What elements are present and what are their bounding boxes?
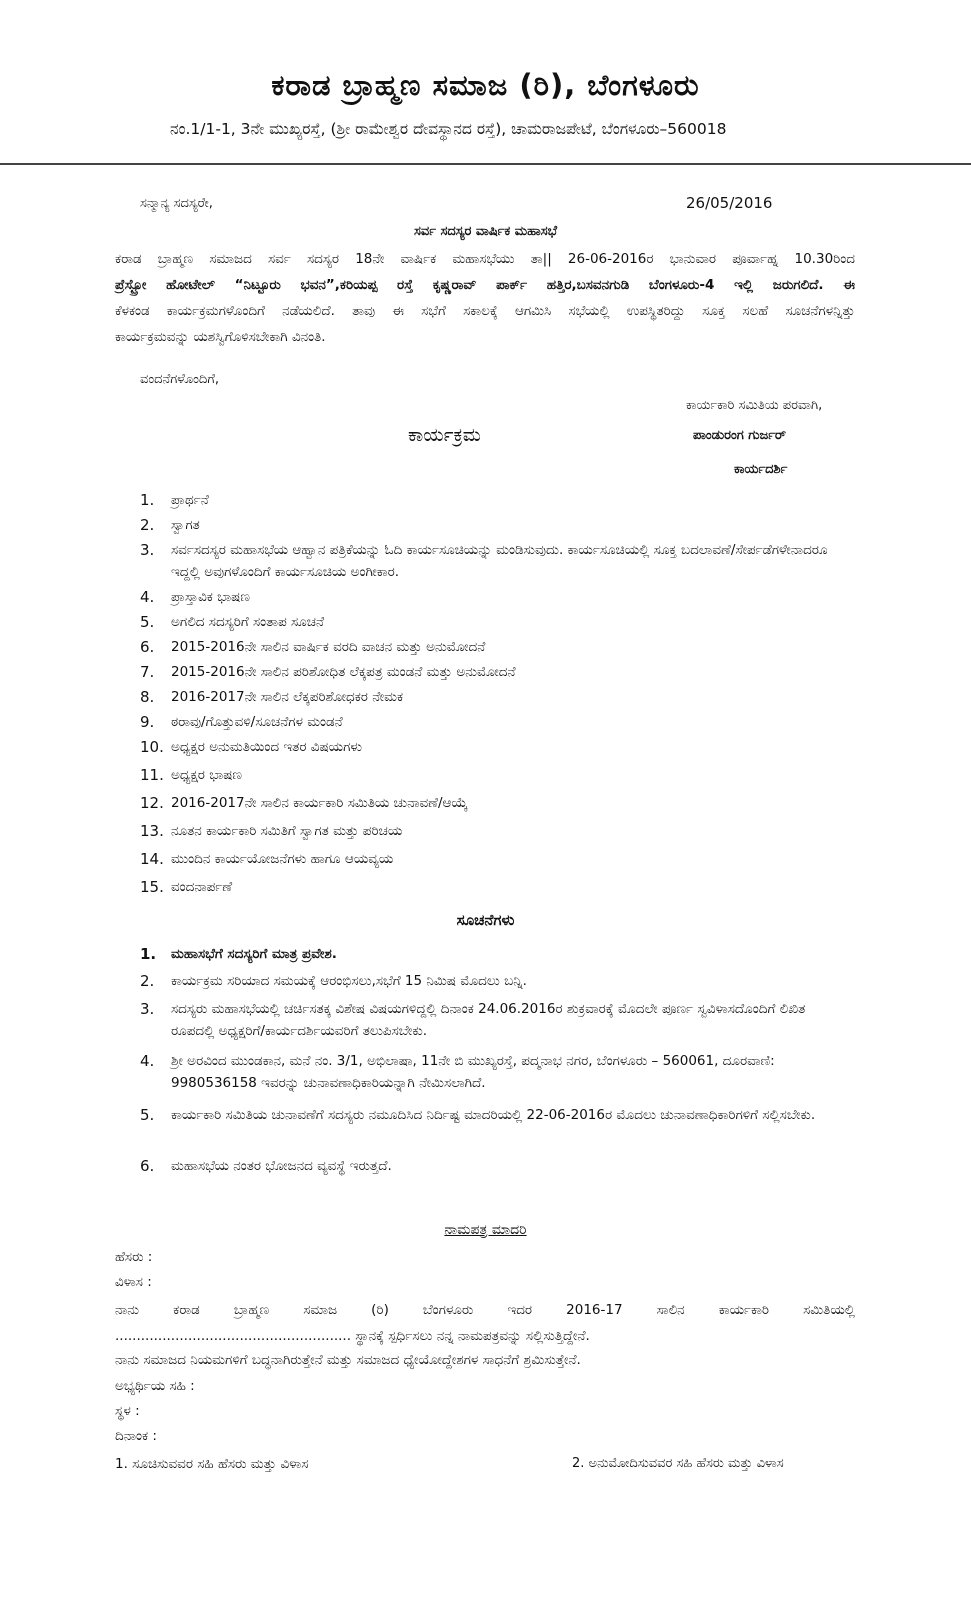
item-number: 2.	[140, 516, 155, 534]
item-text: ನೂತನ ಕಾರ್ಯಕಾರಿ ಸಮಿತಿಗೆ ಸ್ವಾಗತ ಮತ್ತು ಪರಿಚಯ	[171, 823, 403, 839]
item-number: 9.	[140, 713, 155, 731]
header-divider	[0, 163, 971, 165]
item-text: ಪ್ರಾಸ್ತಾವಿಕ ಭಾಷಣ	[171, 589, 250, 605]
name-field-label: ಹೆಸರು :	[115, 1249, 153, 1265]
instructions-heading: ಸೂಚನೆಗಳು	[456, 911, 515, 929]
on-behalf-line: ಕಾರ್ಯಕಾರಿ ಸಮಿತಿಯ ಪರವಾಗಿ,	[686, 398, 823, 413]
item-text: ಕಾರ್ಯಕಾರಿ ಸಮಿತಿಯ ಚುನಾವಣೆಗೆ ಸದಸ್ಯರು ನಮೂದಿಸಿದ ನಿರ್ದಿಷ್ಟ ಮಾದರಿಯಲ್ಲಿ 22-06-2016ರ ಮೊದಲು ಚುನಾವಣಾಧಿಕಾರಿಗಳಿಗೆ ಸಲ್ಲಿಸಬೇಕು.	[171, 1107, 816, 1123]
item-number: 8.	[140, 688, 155, 706]
item-number: 6.	[140, 1157, 155, 1175]
item-text: ಅಗಲಿದ ಸದಸ್ಯರಿಗೆ ಸಂತಾಪ ಸೂಚನೆ	[171, 614, 325, 630]
item-number: 3.	[140, 1000, 155, 1018]
item-number: 4.	[140, 588, 155, 606]
item-number: 5.	[140, 613, 155, 631]
address-field-label: ವಿಳಾಸ :	[115, 1274, 152, 1290]
declaration-line: ....................................................... ಸ್ಥಾನಕ್ಕೆ ಸ್ಪರ್ಧಿಸಲು ನನ್ನ ನಾಮಪತ್ರವನ್ನು ಸಲ್ಲಿಸುತ್ತಿದ್ದೇನೆ.	[115, 1328, 590, 1344]
item-number: 12.	[140, 794, 164, 812]
item-number: 7.	[140, 663, 155, 681]
letter-body-line: ಕೆಳಕಂಡ ಕಾರ್ಯಕ್ರಮಗಳೊಂದಿಗೆ ನಡೆಯಲಿದೆ. ತಾವು ಈ ಸಭೆಗೆ ಸಕಾಲಕ್ಕೆ ಆಗಮಿಸಿ ಸಭೆಯಲ್ಲಿ ಉಪಸ್ಥಿತರಿದ್ದು ಸೂಕ್ತ ಸಲಹೆ ಸೂಚನೆಗಳನ್ನಿತ್ತು	[115, 303, 855, 319]
item-text: ಅಧ್ಯಕ್ಷರ ಭಾಷಣ	[171, 767, 242, 783]
letter-date: 26/05/2016	[686, 194, 773, 212]
declaration-line: ನಾನು ಸಮಾಜದ ನಿಯಮಗಳಿಗೆ ಬದ್ಧನಾಗಿರುತ್ತೇನೆ ಮತ್ತು ಸಮಾಜದ ಧ್ಯೇಯೋದ್ದೇಶಗಳ ಸಾಧನೆಗೆ ಶ್ರಮಿಸುತ್ತೇನೆ.	[115, 1352, 581, 1368]
letter-subject: ಸರ್ವ ಸದಸ್ಯರ ವಾರ್ಷಿಕ ಮಹಾಸಭೆ	[413, 224, 558, 239]
seconder-label: 2. ಅನುಮೋದಿಸುವವರ ಸಹಿ ಹೆಸರು ಮತ್ತು ವಿಳಾಸ	[572, 1456, 784, 1471]
item-text: ಮಹಾಸಭೆಯ ನಂತರ ಭೋಜನದ ವ್ಯವಸ್ಥೆ ಇರುತ್ತದೆ.	[171, 1158, 392, 1174]
date-label: ದಿನಾಂಕ :	[115, 1428, 157, 1444]
item-number: 5.	[140, 1106, 155, 1124]
item-text: ಸ್ವಾಗತ	[171, 517, 200, 533]
item-number: 1.	[140, 491, 155, 509]
item-text: ಮಹಾಸಭೆಗೆ ಸದಸ್ಯರಿಗೆ ಮಾತ್ರ ಪ್ರವೇಶ.	[171, 946, 337, 962]
item-number: 6.	[140, 638, 155, 656]
item-text: ಅಧ್ಯಕ್ಷರ ಅನುಮತಿಯಿಂದ ಇತರ ವಿಷಯಗಳು	[171, 739, 363, 755]
item-text: ಶ್ರೀ ಅರವಿಂದ ಮುಂಡಕಾನ, ಮನೆ ನಂ. 3/1, ಅಭಿಲಾಷಾ, 11ನೇ ಬಿ ಮುಖ್ಯರಸ್ತೆ, ಪದ್ಮನಾಭ ನಗರ, ಬೆಂಗಳೂರು – 560061, ದೂರವಾಣಿ: 9980536158 ಇವರನ್ನು ಚುನಾವಣಾಧಿಕಾರಿಯನ್ನಾಗಿ ನೇಮಿಸಲಾಗಿದೆ.	[171, 1053, 775, 1091]
item-text: ಪ್ರಾರ್ಥನೆ	[171, 492, 209, 508]
nomination-heading: ನಾಮಪತ್ರ ಮಾದರಿ	[444, 1222, 527, 1238]
letter-body-line: ಕರಾಡ ಬ್ರಾಹ್ಮಣ ಸಮಾಜದ ಸರ್ವ ಸದಸ್ಯರ 18ನೇ ವಾರ್ಷಿಕ ಮಹಾಸಭೆಯು ತಾ|| 26-06-2016ರ ಭಾನುವಾರ ಪೂರ್ವಾಹ್ನ 10.30ರಿಂದ	[115, 251, 855, 267]
salutation: ಸನ್ಮಾನ್ಯ ಸದಸ್ಯರೇ,	[140, 196, 213, 211]
item-text: 2016-2017ನೇ ಸಾಲಿನ ಲೆಕ್ಕಪರಿಶೋಧಕರ ನೇಮಕ	[171, 689, 404, 705]
item-number: 14.	[140, 850, 164, 868]
signatory-name: ಪಾಂಡುರಂಗ ಗುರ್ಜರ್	[693, 428, 787, 443]
closing: ವಂದನೆಗಳೊಂದಿಗೆ,	[140, 372, 219, 387]
item-text: ಕಾರ್ಯಕ್ರಮ ಸರಿಯಾದ ಸಮಯಕ್ಕೆ ಆರಂಭಿಸಲು,ಸಭೆಗೆ 15 ನಿಮಿಷ ಮೊದಲು ಬನ್ನಿ.	[171, 973, 527, 989]
place-label: ಸ್ಥಳ :	[115, 1403, 140, 1419]
candidate-signature-label: ಅಭ್ಯರ್ಥಿಯ ಸಹಿ :	[115, 1378, 195, 1394]
declaration-line: ನಾನು ಕರಾಡ ಬ್ರಾಹ್ಮಣ ಸಮಾಜ (ರಿ) ಬೆಂಗಳೂರು ಇದರ 2016-17 ಸಾಲಿನ ಕಾರ್ಯಕಾರಿ ಸಮಿತಿಯಲ್ಲಿ	[115, 1302, 855, 1318]
item-text: ಠರಾವು/ಗೊತ್ತುವಳಿ/ಸೂಚನೆಗಳ ಮಂಡನೆ	[171, 714, 343, 730]
item-number: 2.	[140, 972, 155, 990]
organization-title: ಕರಾಡ ಬ್ರಾಹ್ಮಣ ಸಮಾಜ (ರಿ), ಬೆಂಗಳೂರು	[271, 68, 700, 102]
signatory-designation: ಕಾರ್ಯದರ್ಶಿ	[734, 462, 788, 477]
item-text: 2015-2016ನೇ ಸಾಲಿನ ಪರಿಶೋಧಿತ ಲೆಕ್ಕಪತ್ರ ಮಂಡನೆ ಮತ್ತು ಅನುಮೋದನೆ	[171, 664, 516, 680]
item-number: 10.	[140, 738, 164, 756]
letter-body	[115, 246, 855, 350]
item-text: 2016-2017ನೇ ಸಾಲಿನ ಕಾರ್ಯಕಾರಿ ಸಮಿತಿಯ ಚುನಾವಣೆ/ಆಯ್ಕೆ	[171, 795, 468, 811]
letter-body-line: ಪ್ರೆಸ್ಟ್ರೋ ಹೋಟೇಲ್ “ನಿಟ್ಟೂರು ಭವನ”,ಕರಿಯಪ್ಪ ರಸ್ತೆ ಕೃಷ್ಣರಾವ್ ಪಾರ್ಕ್ ಹತ್ತಿರ,ಬಸವನಗುಡಿ ಬೆಂಗಳೂರು-4 ಇಲ್ಲಿ ಜರುಗಲಿದೆ. ಈ	[115, 277, 855, 293]
item-text: ಮುಂದಿನ ಕಾರ್ಯಯೋಜನೆಗಳು ಹಾಗೂ ಆಯವ್ಯಯ	[171, 851, 394, 867]
item-number: 13.	[140, 822, 164, 840]
item-text: 2015-2016ನೇ ಸಾಲಿನ ವಾರ್ಷಿಕ ವರದಿ ವಾಚನ ಮತ್ತು ಅನುಮೋದನೆ	[171, 639, 486, 655]
programme-heading: ಕಾರ್ಯಕ್ರಮ	[408, 424, 481, 446]
item-number: 15.	[140, 878, 164, 896]
item-text: ಸದಸ್ಯರು ಮಹಾಸಭೆಯಲ್ಲಿ ಚರ್ಚಿಸತಕ್ಕ ವಿಶೇಷ ವಿಷಯಗಳಿದ್ದಲ್ಲಿ ದಿನಾಂಕ 24.06.2016ರ ಶುಕ್ರವಾರಕ್ಕೆ ಮೊದಲೇ ಪೂರ್ಣ ಸ್ವವಿಳಾಸದೊಂದಿಗೆ ಲಿಖಿತ ರೂಪದಲ್ಲಿ ಅಧ್ಯಕ್ಷರಿಗೆ/ಕಾರ್ಯದರ್ಶಿಯವರಿಗೆ ತಲುಪಿಸಬೇಕು.	[171, 1001, 806, 1039]
item-number: 11.	[140, 766, 164, 784]
item-text: ವಂದನಾರ್ಪಣೆ	[171, 879, 233, 895]
item-number: 3.	[140, 541, 155, 559]
item-number: 4.	[140, 1052, 155, 1070]
letter-body-line: ಕಾರ್ಯಕ್ರಮವನ್ನು ಯಶಸ್ವಿಗೊಳಿಸಬೇಕಾಗಿ ವಿನಂತಿ.	[115, 329, 326, 345]
item-number: 1.	[140, 945, 157, 963]
proposer-label: 1. ಸೂಚಿಸುವವರ ಸಹಿ ಹೆಸರು ಮತ್ತು ವಿಳಾಸ	[115, 1456, 309, 1472]
organization-address: ನಂ.1/1-1, 3ನೇ ಮುಖ್ಯರಸ್ತೆ, (ಶ್ರೀ ರಾಮೇಶ್ವರ ದೇವಸ್ಥಾನದ ರಸ್ತೆ), ಚಾಮರಾಜಪೇಟೆ, ಬೆಂಗಳೂರು–560018	[170, 120, 727, 138]
item-text: ಸರ್ವಸದಸ್ಯರ ಮಹಾಸಭೆಯ ಆಹ್ವಾನ ಪತ್ರಿಕೆಯನ್ನು ಓದಿ ಕಾರ್ಯಸೂಚಿಯನ್ನು ಮಂಡಿಸುವುದು. ಕಾರ್ಯಸೂಚಿಯಲ್ಲಿ ಸೂಕ್ತ ಬದಲಾವಣೆ/ಸೇರ್ಪಡೆಗಳೇನಾದರೂ ಇದ್ದಲ್ಲಿ ಅವುಗಳೊಂದಿಗೆ ಕಾರ್ಯಸೂಚಿಯ ಅಂಗೀಕಾರ.	[171, 542, 828, 580]
